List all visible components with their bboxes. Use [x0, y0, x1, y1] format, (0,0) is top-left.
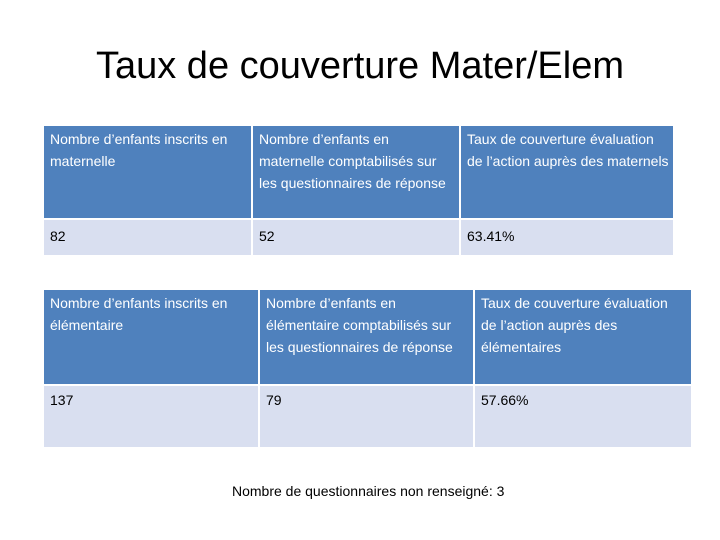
header-taux-couverture-maternelle: Taux de couverture évaluation de l’action auprès des maternels	[460, 125, 674, 219]
header-enfants-inscrits-elementaire: Nombre d’enfants inscrits en élémentaire	[43, 289, 259, 385]
value-taux-couverture-elementaire: 57.66%	[474, 385, 692, 448]
header-enfants-inscrits-maternelle: Nombre d’enfants inscrits en maternelle	[43, 125, 252, 219]
maternelle-coverage-table	[42, 124, 675, 257]
table-row	[43, 385, 692, 448]
value-taux-couverture-maternelle: 63.41%	[460, 219, 674, 256]
value-enfants-inscrits-elementaire: 137	[43, 385, 259, 448]
elementaire-coverage-table	[42, 288, 693, 449]
table-row	[43, 219, 674, 256]
table-header-row	[43, 125, 674, 219]
table-header-row	[43, 289, 692, 385]
header-enfants-comptabilises-elementaire: Nombre d’enfants en élémentaire comptabilisés sur les questionnaires de réponse	[259, 289, 474, 385]
questionnaires-note: Nombre de questionnaires non renseigné: 3	[232, 483, 505, 499]
header-enfants-comptabilises-maternelle: Nombre d’enfants en maternelle comptabilisés sur les questionnaires de réponse	[252, 125, 460, 219]
header-taux-couverture-elementaire: Taux de couverture évaluation de l’action auprès des élémentaires	[474, 289, 692, 385]
value-enfants-comptabilises-maternelle: 52	[252, 219, 460, 256]
value-enfants-comptabilises-elementaire: 79	[259, 385, 474, 448]
slide-title: Taux de couverture Mater/Elem	[95, 45, 624, 87]
value-enfants-inscrits-maternelle: 82	[43, 219, 252, 256]
